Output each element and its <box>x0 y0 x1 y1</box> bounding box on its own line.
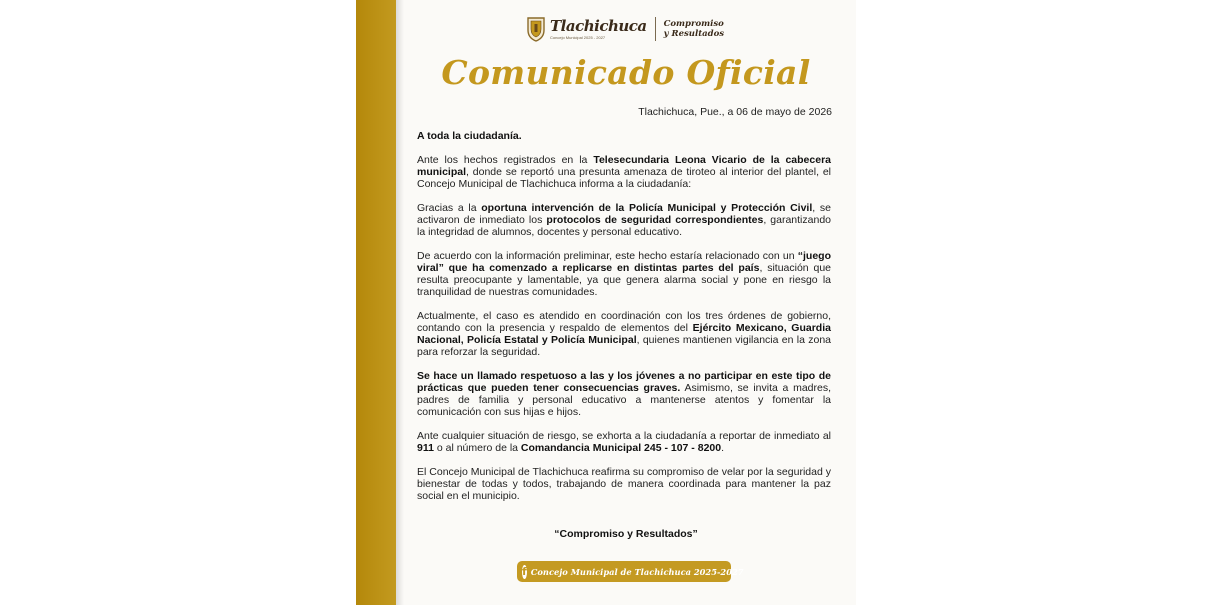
page-title: Comunicado Oficial <box>441 53 811 92</box>
brand-subtitle: Concejo Municipal 2025 - 2027 <box>550 34 606 40</box>
footer-text: Concejo Municipal de Tlachichuca 2025-2027 <box>530 566 744 577</box>
date-line: Tlachichuca, Pue., a 06 de mayo de 2026 <box>638 106 832 118</box>
paragraph-6: Ante cualquier situación de riesgo, se exhorta a la ciudadanía a reportar de inmediato al 911 o al número de la Comandancia Municipal 245 - 107 - 8200. <box>417 430 831 454</box>
side-bar-shadow <box>396 0 404 605</box>
paragraph-4: Actualmente, el caso es atendido en coordinación con los tres órdenes de gobierno, contando con la presencia y respaldo de elementos del Ejército Mexicano, Guardia Nacional, Policía Estatal y Policía Municipal, quienes mantienen vigilancia en la zona para reforzar la seguridad. <box>417 310 831 358</box>
brand-name: Tlachichuca <box>550 16 647 35</box>
brand-block <box>550 16 647 40</box>
header-divider <box>655 17 656 41</box>
gold-side-bar <box>356 0 396 605</box>
closing-slogan: “Compromiso y Resultados” <box>554 528 698 540</box>
slogan: Compromiso y Resultados <box>663 19 725 39</box>
paragraph-3: De acuerdo con la información preliminar, este hecho estaría relacionado con un “juego viral” que ha comenzado a replicarse en distintas partes del país, situación que resulta preocupante y lamentable, ya que genera alarma social y pone en riesgo la tranquilidad de nuestras comunidades. <box>417 250 831 298</box>
paragraph-5: Se hace un llamado respetuoso a las y los jóvenes a no participar en este tipo de prácticas que pueden tener consecuencias graves. Asimismo, se invita a madres, padres de familia y personal educativo a mantenerse atentos y fomentar la comunicación con sus hijas e hijos. <box>417 370 831 418</box>
facebook-icon: f <box>522 564 527 578</box>
document-page <box>356 0 856 605</box>
communique-body <box>417 130 831 514</box>
letterhead <box>526 14 728 44</box>
paragraph-7: El Concejo Municipal de Tlachichuca reafirma su compromiso de velar por la seguridad y bienestar de todas y todos, trabajando de manera coordinada para mantener la paz social en el municipio. <box>417 466 831 502</box>
greeting: A toda la ciudadanía. <box>417 130 522 142</box>
paragraph-1: Ante los hechos registrados en la Telesecundaria Leona Vicario de la cabecera municipal, donde se reportó una presunta amenaza de tiroteo al interior del plantel, el Concejo Municipal de Tlachichuca informa a la ciudadanía: <box>417 154 831 190</box>
footer-badge <box>517 561 744 582</box>
paragraph-2: Gracias a la oportuna intervención de la Policía Municipal y Protección Civil, se activaron de inmediato los protocolos de seguridad correspondientes, garantizando la integridad de alumnos, docentes y personal educativo. <box>417 202 831 238</box>
municipal-shield-icon <box>526 16 546 42</box>
